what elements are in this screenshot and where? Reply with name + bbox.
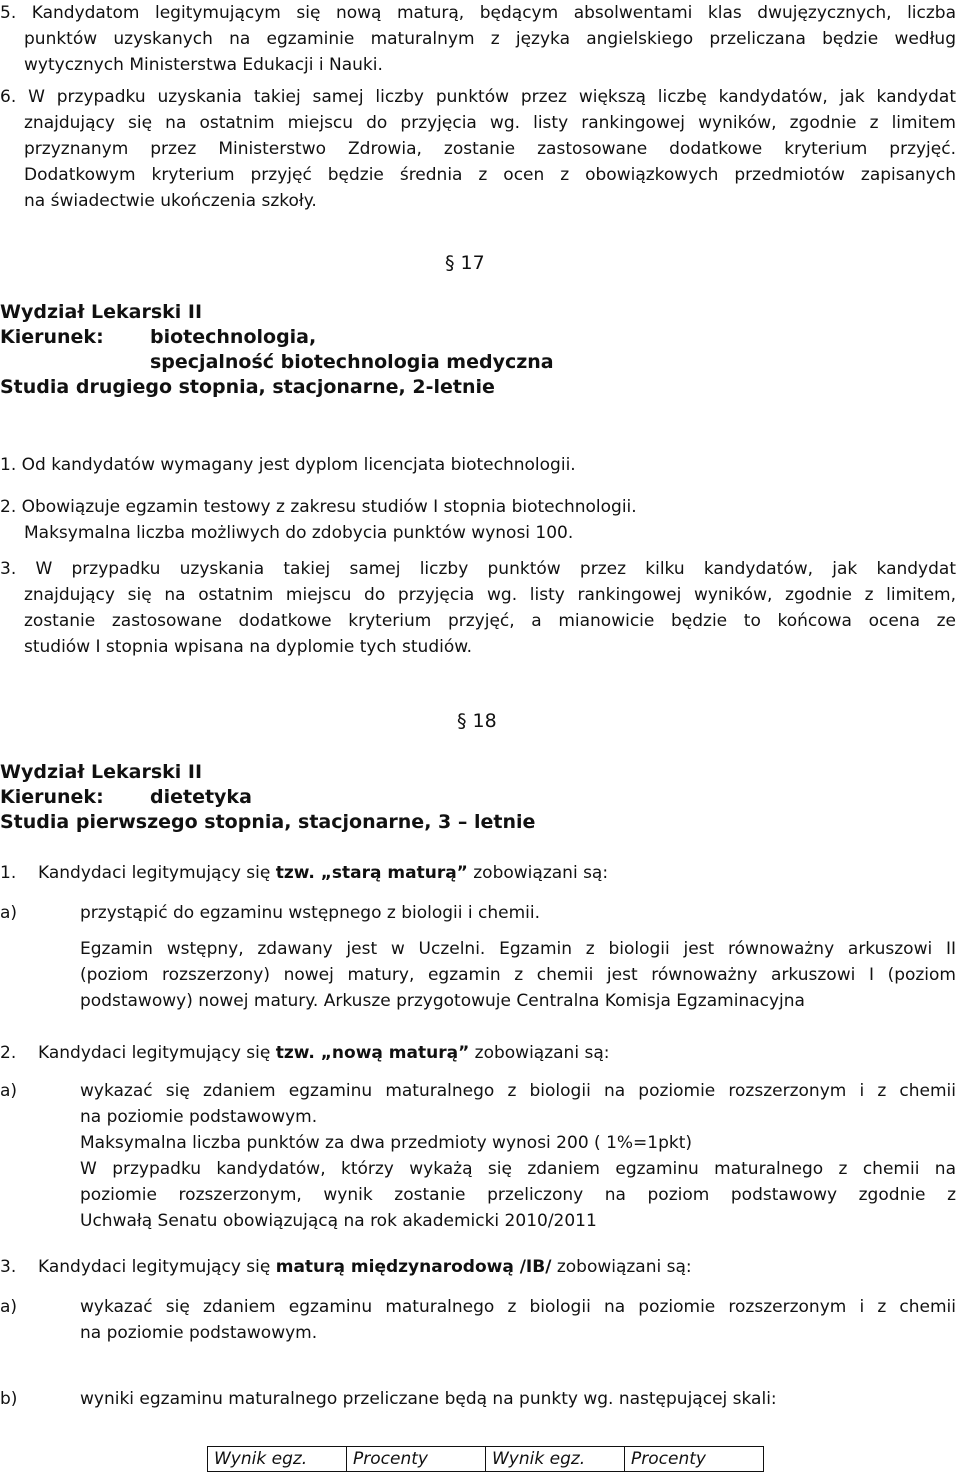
- section-17-item-2-line-1: 2. Obowiązuje egzamin testowy z zakresu studiów I stopnia biotechnologii.: [0, 497, 637, 517]
- section-18-item-3-b-text: wyniki egzaminu maturalnego przeliczane będą na punkty wg. następującej skali:: [80, 1389, 777, 1409]
- section-17-faculty: Wydział Lekarski II: [0, 301, 203, 323]
- section-18-item-3-number: 3.: [0, 1257, 17, 1277]
- section-18-item-2-a-line-5: poziomie rozszerzonym, wynik zostanie przeliczony na poziom podstawowy zgodnie z: [80, 1185, 956, 1205]
- section-18-item-2-a-line-1: wykazać się zdaniem egzaminu maturalnego z biologii na poziomie rozszerzonym i z chemii: [80, 1081, 956, 1101]
- section-18-item-2-a: [0, 1078, 956, 1234]
- section-18-item-1: [0, 860, 608, 886]
- score-table: [207, 1446, 764, 1472]
- paragraph-6-line-2: znajdujący się na ostatnim miejscu do przyjęcia wg. listy rankingowej wyników, zgodnie z limitem: [24, 113, 956, 133]
- section-17-field-row: [0, 325, 554, 350]
- section-18-study-mode: Studia pierwszego stopnia, stacjonarne, 3 – letnie: [0, 811, 536, 833]
- section-18-item-2-a-line-3: Maksymalna liczba punktów za dwa przedmioty wynosi 200 ( 1%=1pkt): [80, 1133, 693, 1153]
- section-18-item-2: [0, 1040, 609, 1066]
- section-18-heading: [0, 760, 535, 835]
- section-17-item-2: [0, 494, 956, 546]
- section-18-item-2-bold: tzw. „nową maturą”: [275, 1043, 470, 1063]
- section-18-item-3-b: [0, 1386, 956, 1412]
- section-18-item-3-a-line-2: na poziomie podstawowym.: [80, 1323, 318, 1343]
- section-18-item-1-a-text: przystąpić do egzaminu wstępnego z biologii i chemii.: [80, 903, 541, 923]
- section-18-item-3-b-letter: b): [0, 1389, 18, 1409]
- section-17-heading: [0, 300, 554, 400]
- section-17-item-3: [0, 556, 956, 660]
- section-18-item-2-number: 2.: [0, 1043, 17, 1063]
- section-18-mark: § 18: [457, 710, 497, 732]
- section-18-field-label: Kierunek:: [0, 786, 104, 808]
- section-18-item-1-number: 1.: [0, 863, 17, 883]
- section-18-item-1-note: [0, 936, 956, 1014]
- section-18-item-1-suffix: zobowiązani są:: [467, 863, 609, 883]
- section-18-item-1-note-line-3: podstawowy) nowej matury. Arkusze przygotowuje Centralna Komisja Egzaminacyjna: [80, 991, 805, 1011]
- section-18-item-3: [0, 1254, 692, 1280]
- section-18-item-2-a-body: [80, 1078, 956, 1234]
- section-18-field-value: dietetyka: [150, 786, 252, 808]
- paragraph-6: [0, 84, 956, 214]
- section-18-faculty: Wydział Lekarski II: [0, 761, 203, 783]
- section-17-study-mode: Studia drugiego stopnia, stacjonarne, 2-letnie: [0, 376, 495, 398]
- section-18-item-3-a-body: [80, 1294, 956, 1346]
- section-17-item-2-line-2: Maksymalna liczba możliwych do zdobycia punktów wynosi 100.: [24, 523, 574, 543]
- section-18-item-1-bold: tzw. „starą maturą”: [275, 863, 468, 883]
- paragraph-5: [0, 0, 956, 78]
- paragraph-5-line-3: wytycznych Ministerstwa Edukacji i Nauki.: [24, 55, 383, 75]
- section-18-item-2-a-letter: a): [0, 1081, 18, 1101]
- score-table-header-cell: Wynik egz.: [208, 1447, 347, 1472]
- section-18-item-2-suffix: zobowiązani są:: [469, 1043, 610, 1063]
- section-18-item-1-prefix: Kandydaci legitymujący się: [38, 863, 276, 883]
- paragraph-6-line-5: na świadectwie ukończenia szkoły.: [24, 191, 317, 211]
- score-table-header-cell: Procenty: [625, 1447, 764, 1472]
- section-18-item-1-note-line-2: (poziom rozszerzony) nowej matury, egzamin z chemii jest równoważny arkuszowi I (poziom: [80, 965, 956, 985]
- score-table-header-row: [208, 1447, 764, 1472]
- paragraph-6-line-3: przyznanym przez Ministerstwo Zdrowia, zostanie zastosowane dodatkowe kryterium przyjęć.: [24, 139, 956, 159]
- paragraph-5-line-1: 5. Kandydatom legitymującym się nową maturą, będącym absolwentami klas dwujęzycznych, liczba: [0, 3, 956, 23]
- section-18-item-1-a-letter: a): [0, 903, 18, 923]
- paragraph-6-line-1: 6. W przypadku uzyskania takiej samej liczby punktów przez większą liczbę kandydatów, jak kandydat: [0, 87, 956, 107]
- section-18-field-row: [0, 785, 535, 810]
- section-18-item-3-a-letter: a): [0, 1297, 18, 1317]
- section-18-item-2-prefix: Kandydaci legitymujący się: [38, 1043, 276, 1063]
- score-table-header-cell: Procenty: [347, 1447, 486, 1472]
- score-table-header-cell: Wynik egz.: [486, 1447, 625, 1472]
- paragraph-5-line-2: punktów uzyskanych na egzaminie maturalnym z języka angielskiego przeliczana będzie według: [24, 29, 956, 49]
- section-18-item-2-a-line-6: Uchwałą Senatu obowiązującą na rok akademicki 2010/2011: [80, 1211, 597, 1231]
- section-17-field-value: biotechnologia,: [150, 326, 317, 348]
- section-17-item-1: 1. Od kandydatów wymagany jest dyplom licencjata biotechnologii.: [0, 455, 576, 475]
- section-18-item-2-a-line-2: na poziomie podstawowym.: [80, 1107, 318, 1127]
- section-17-item-3-line-4: studiów I stopnia wpisana na dyplomie tych studiów.: [24, 637, 472, 657]
- section-17-item-3-line-3: zostanie zastosowane dodatkowe kryterium przyjęć, a mianowicie będzie to końcowa ocena ze: [24, 611, 956, 631]
- paragraph-6-line-4: Dodatkowym kryterium przyjęć będzie średnia z ocen z obowiązkowych przedmiotów zapisanych: [24, 165, 956, 185]
- section-18-item-3-bold: maturą międzynarodową /IB/: [275, 1257, 552, 1277]
- section-17-item-3-line-2: znajdujący się na ostatnim miejscu do przyjęcia wg. listy rankingowej wyników, zgodnie z limitem,: [24, 585, 956, 605]
- section-18-item-1-note-line-1: Egzamin wstępny, zdawany jest w Uczelni. Egzamin z biologii jest równoważny arkuszowi II: [80, 939, 956, 959]
- section-18-item-3-prefix: Kandydaci legitymujący się: [38, 1257, 276, 1277]
- section-18-item-1-a: [0, 900, 956, 926]
- section-18-item-3-a: [0, 1294, 956, 1346]
- section-17-mark: § 17: [445, 252, 485, 274]
- section-18-item-3-a-line-1: wykazać się zdaniem egzaminu maturalnego z biologii na poziomie rozszerzonym i z chemii: [80, 1297, 956, 1317]
- section-17-field-label: Kierunek:: [0, 326, 104, 348]
- section-17-specialty: specjalność biotechnologia medyczna: [150, 351, 554, 373]
- section-18-item-2-a-line-4: W przypadku kandydatów, którzy wykażą się zdaniem egzaminu maturalnego z chemii na: [80, 1159, 956, 1179]
- section-17-item-3-line-1: 3. W przypadku uzyskania takiej samej liczby punktów przez kilku kandydatów, jak kandydat: [0, 559, 956, 579]
- section-18-item-3-suffix: zobowiązani są:: [551, 1257, 692, 1277]
